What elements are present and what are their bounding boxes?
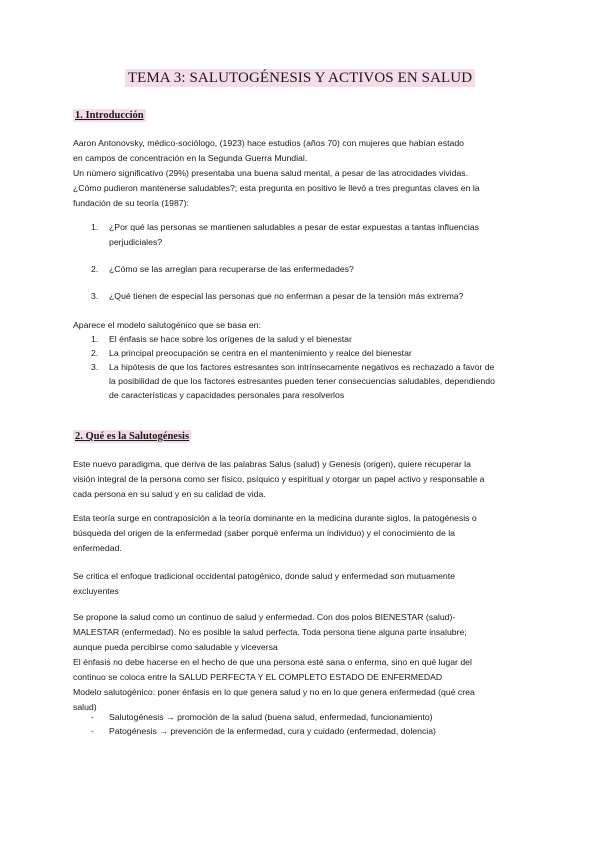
paragraph: Este nuevo paradigma, que deriva de las palabras Salus (salud) y Genesis (origen), quiere recuperar la visión integral de la persona como ser físico, psíquico y espiritual y otorgar un papel activo y responsable a cada persona en su salud y en su calidad de vida. <box>73 459 485 499</box>
text-line: ¿Cómo pudieron mantenerse saludables?; esta pregunta en positivo le llevó a tres preguntas claves en la <box>73 183 480 193</box>
text-line: fundación de su teoría (1987): <box>73 198 189 208</box>
text-line: Aaron Antonovsky, médico-sociólogo, (1923) hace estudios (años 70) con mujeres que habían estado <box>73 138 465 148</box>
paragraph: Se propone la salud como un continuo de salud y enfermedad. Con dos polos BIENESTAR (salud)- MALESTAR (enfermedad). No es posible la salud perfecta. Toda persona tiene alguna parte insalubre; aunque pueda percibirse como saludable y viceversa El énfasis no debe hacerse en el hecho de que una persona esté sana o enferma, sino en qué lugar del continuo se coloca entre la SALUD PERFECTA Y EL COMPLETO ESTADO DE ENFERMEDAD Modelo salutogénico: poner énfasis en lo que genera salud y no en lo que genera enfermedad (qué crea salud) <box>73 612 475 712</box>
page-title: TEMA 3: SALUTOGÉNESIS Y ACTIVOS EN SALUD <box>0 70 600 87</box>
section-1-heading: 1. Introducción <box>75 110 144 121</box>
document-page: TEMA 3: SALUTOGÉNESIS Y ACTIVOS EN SALUD 1. Introducción Aaron Antonovsky, médico-sociólogo, (1923) hace estudios (años 70) con mujeres que habían estado en campos de concentración en la Segunda Guerra Mundial. Un número significativo (29%) presentaba una buena salud mental, a pesar de las atrocidades vividas. ¿Cómo pudieron mantenerse saludables?; esta pregunta en positivo le llevó a tres preguntas claves en la fundación de su teoría (1987): 1. ¿Por qué las personas se mantienen saludables a pesar de estar expuestas a tantas influencias perjudiciales? 2. ¿Cómo se las arreglan para recuperarse de las enfermedades? 3. ¿Qué tienen de especial las personas que no enferman a pesar de la tensión más extrema? Aparece el modelo salutogénico que se basa en: 1. El énfasis se hace sobre los orígenes de la salud y el bienestar 2. La principal preocupación se centra en el mantenimiento y realce del bienestar 3. La hipótesis de que los factores estresantes son intrínsecamente negativos es rechazado a favor de la posibilidad de que los factores estresantes pueden tener consecuencias saludables, dependiendo de características y capacidades personales para resolverlos 2. Qué es la Salutogénesis Este nuevo paradigma, que deriva de las palabras Salus (salud) y Genesis (origen), quiere recuperar la visión integral de la persona como ser físico, psíquico y espiritual y otorgar un papel activo y responsable a cada persona en su salud y en su calidad de vida. Esta teoría surge en contraposición a la teoría dominante en la medicina durante siglos, la patogénesis o búsqueda del origen de la enfermedad (saber porqué enferma un individuo) y el conocimiento de la enfermedad. Se critica el enfoque tradicional occidental patogénico, donde salud y enfermedad son mutuamente excluyentes Se propone la salud como un continuo de salud y enfermedad. Con dos polos BIENESTAR (salud)- MALESTAR (enfermedad). No es posible la salud perfecta. Toda persona tiene alguna parte insalubre; aunque pueda percibirse como saludable y viceversa El énfasis no debe hacerse en el hecho de que una persona esté sana o enferma, sino en qué lugar del continuo se coloca entre la SALUD PERFECTA Y EL COMPLETO ESTADO DE ENFERMEDAD Modelo salutogénico: poner énfasis en lo que genera salud y no en lo que genera enfermedad (qué crea salud) - Salutogénesis → promoción de la salud (buena salud, enfermedad, funcionamiento) - Patogénesis → prevención de la enfermedad, cura y cuidado (enfermedad, dolencia) <box>0 0 600 848</box>
paragraph: Se critica el enfoque tradicional occidental patogénico, donde salud y enfermedad son mutuamente excluyentes <box>73 571 456 596</box>
model-intro: Aparece el modelo salutogénico que se basa en: <box>73 320 261 330</box>
text-line: Un número significativo (29%) presentaba una buena salud mental, a pesar de las atrocidades vividas. <box>73 168 469 178</box>
paragraph: Esta teoría surge en contraposición a la teoría dominante en la medicina durante siglos, la patogénesis o búsqueda del origen de la enfermedad (saber porqué enferma un individuo) y el conocimiento de la enfermedad. <box>73 513 477 553</box>
text-line: en campos de concentración en la Segunda Guerra Mundial. <box>73 153 308 163</box>
intro-paragraph <box>73 136 583 211</box>
section-2-heading: 2. Qué es la Salutogénesis <box>75 431 190 442</box>
